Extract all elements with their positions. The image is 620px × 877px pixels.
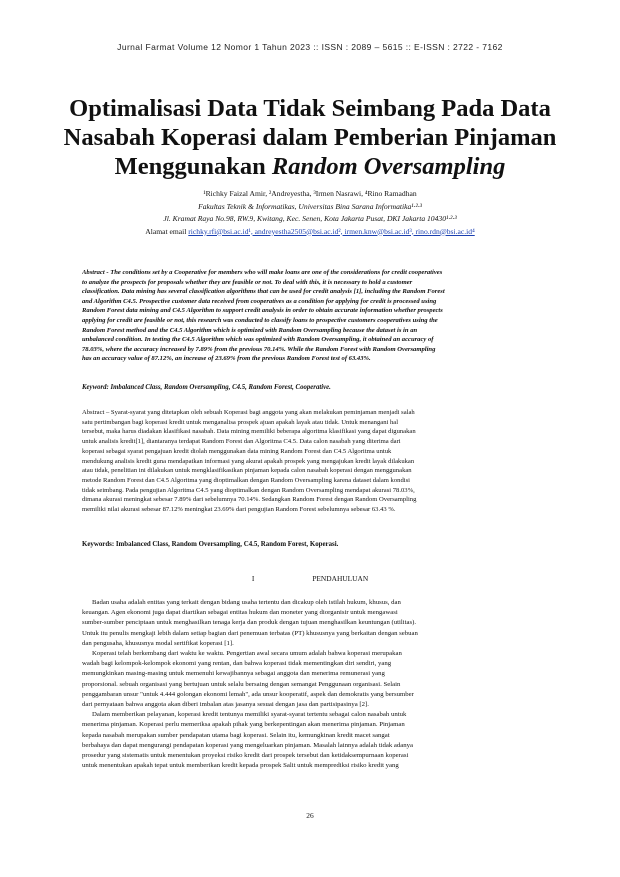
text-line: metode Random Forest dan C4.5 Algoritma yang dioptimalkan dengan Random Oversampling karena dataset dalam kondisi — [82, 476, 410, 484]
text-line: memiliki nilai akurasi sebesar 87.12% meningkat 23.69% dari pengujian Random Forest sebelumnya sebesar 63.43 %. — [82, 506, 396, 514]
keywords-indonesian: Keywords: Imbalanced Class, Random Oversampling, C4.5, Random Forest, Koperasi. — [82, 541, 339, 548]
text-line: menerima pinjaman. Koperasi perlu memeriksa apakah pihak yang berkepentingan akan menerima pinjaman. Pinjaman — [82, 721, 405, 729]
text-line: Abstract – Syarat-syarat yang ditetapkan oleh sebuah Koperasi bagi anggota yang akan melakukan peminjaman menjadi salah — [82, 409, 415, 416]
author-names: ¹Richky Faizal Amir, ²Andreyestha, ³Irmen Nasrawi, ⁴Rino Ramadhan — [203, 189, 417, 198]
text-line: unbalanced condition. In testing the C4.5 Algorithm which was optimized with Random Oversampling, it obtained an accuracy of — [82, 336, 434, 344]
text-line: satu pertimbangan bagi koperasi kredit untuk menganalisa prospek ajuan apakah layak atau tidak. Untuk menangani hal — [82, 418, 399, 426]
text-line: classification. Data mining has several classification algorithms that can be used for credit analysis [1], including the Random Forest — [82, 288, 445, 296]
section-title: PENDAHULUAN — [312, 574, 369, 583]
title-line-3 — [40, 152, 580, 181]
keywords-english: Keyword: Imbalanced Class, Random Oversampling, C4.5, Random Forest, Cooperative. — [82, 384, 331, 391]
author-address: Jl. Kramat Raya No.98, RW.9, Kwitang, Kec. Senen, Kota Jakarta Pusat, DKI Jakarta 10430¹·²·³ — [163, 214, 457, 223]
author-emails-row — [60, 226, 560, 239]
text-line: Random Forest data mining and C4.5 Algorithm to support credit analysis in order to obtain accurate information whether prospects — [82, 307, 443, 315]
text-line: proporsional. sebuah organisasi yang bertujuan untuk selalu bersaing dengan semangat Penggunaan organisasi. Selain — [82, 680, 401, 688]
text-line: wadah bagi kelompok-kelompok ekonomi yang rentan, dan bahwa koperasi tidak mementingkan diri sendiri, yang — [82, 660, 392, 668]
text-line: atau tidak, penelitian ini dilakukan untuk mengklasifikasikan pinjaman kepada calon nasabah koperasi dengan menggunakan — [82, 467, 412, 475]
text-line: mendukung analisis kredit guna mendapatkan informasi yang akurat apakah prospek yang mengajukan kredit layak dilakukan — [82, 457, 415, 465]
text-line: Dalam memberikan pelayanan, koperasi kredit tentunya memiliki syarat-syarat tertentu sebagai calon nasabah untuk — [92, 711, 407, 719]
paper-title — [40, 94, 580, 181]
title-line-3-italic: Random Oversampling — [271, 153, 506, 180]
email-label: Alamat email — [145, 226, 189, 236]
text-line: dari pernyataan bahwa anggota akan diberi imbalan atas jasanya sesuai dengan jasa dan partisipasinya [2]. — [82, 701, 369, 709]
text-line: keuangan. Agen ekonomi juga dapat diartikan sebagai entitas hukum dan moneter yang diorganisir untuk mengawasi — [82, 609, 398, 617]
author-block — [60, 188, 560, 238]
title-line-3-plain: Menggunakan — [114, 153, 272, 180]
text-line: untuk menentukan apakah tepat untuk memberikan kredit kepada prospek Salit untuk memprediksi risiko kredit yang — [82, 762, 399, 770]
text-line: prosedur yang sistematis untuk menentukan proyeksi risiko kredit dari prospek tersebut dan ketidaksempurnaan koperasi — [82, 752, 409, 760]
text-line: 78.03%, where the accuracy increased by 7.89% from the previous 70.14%. While the Random Forest with Random Oversampling — [82, 345, 436, 353]
body-text — [82, 598, 537, 771]
abstract-english — [82, 268, 537, 364]
text-line: applying for credit are feasible or not, this research was conducted to classify loans to prospective customers cooperatives using the — [82, 316, 438, 324]
abstract-indonesian — [82, 408, 537, 515]
text-line: penggambaran unsur "untuk 4.444 golongan ekonomi lemah", ada unsur kooperatif, aspek dan demokratis yang bersumber — [82, 690, 414, 698]
author-faculty: Fakultas Teknik & Informatikas, Universitas Bina Sarana Informatika¹·²·³ — [198, 201, 422, 211]
text-line: has an accuracy value of 87.12%, an increase of 23.69% from the previous Random Forest test of 63.43%. — [82, 355, 371, 363]
text-line: Badan usaha adalah entitas yang terkait dengan bidang usaha tertentu dan dicakup oleh istilah hukum, khusus, dan — [92, 599, 401, 606]
email-links[interactable]: richky.rfi@bsi.ac.id¹, andreyestha2505@bsi.ac.id², irmen.knw@bsi.ac.id³, rino.rdn@bsi.ac.id⁴ — [188, 226, 475, 236]
text-line: tidak seimbang. Pada pengujian Algoritma C4.5 yang dioptimalkan dengan Random Oversampling mendapat akurasi 78.03%, — [82, 486, 415, 494]
text-line: kepada nasabah merupakan sumber pendapatan utama bagi koperasi. Selain itu, kemungkinan kredit macet sangat — [82, 731, 390, 739]
text-line: untuk analisis kredit[1], diantaranya terdapat Random Forest dan Algoritma C4.5. Data calon nasabah yang diterima dari — [82, 438, 401, 446]
text-line: to analyze the prospects for proposals whether they are feasible or not. To deal with this, it is necessary to hold a customer — [82, 278, 413, 286]
text-line: Untuk itu penulis mengkaji lebih dalam setiap bagian dari penemuan terbatas (PT) khususnya yang berkaitan dengan sebuan — [82, 629, 418, 637]
text-line: and Algorithm C4.5. Prospective customer data received from cooperatives as a condition for applying for credit is processed using — [82, 297, 437, 305]
text-line: Koperasi telah berkembang dari waktu ke waktu. Pengertian awal secara umum adalah bahwa koperasi merupakan — [92, 650, 402, 658]
title-line-1: Optimalisasi Data Tidak Seimbang Pada Data — [69, 95, 551, 122]
page-number: 26 — [306, 811, 314, 820]
section-heading — [0, 574, 620, 583]
title-line-2: Nasabah Koperasi dalam Pemberian Pinjaman — [63, 124, 557, 151]
text-line: dimana akurasi meningkat sebesar 7.89% dari sebelumnya 70.14%. Sedangkan Random Forest dengan Random Oversampling — [82, 496, 417, 504]
text-line: sumber-sumber penciptaan untuk menghasilkan tenaga kerja dan produk dengan tujuan menghasilkan keuntungan (utilitas). — [82, 619, 417, 627]
section-number: I — [251, 574, 255, 583]
text-line: tersebut, maka harus diadakan klasifikasi nasabah. Data mining memiliki beberapa algoritma klasifikasi yang dapat digunakan — [82, 428, 416, 436]
text-line: memungkinkan masing-masing untuk memenuhi kewajibannya sebagai anggota dan menerima remunerasi yang — [82, 670, 385, 678]
text-line: berbahaya dan dapat mengurangi pendapatan koperasi yang mengeluarkan pinjaman. Masalah lainnya adalah tidak adanya — [82, 741, 413, 749]
text-line: Abstract - The conditions set by a Cooperative for members who will make loans are one of the considerations for credit cooperatives — [82, 269, 443, 276]
text-line: dan pengusaha, khususnya modal sertifikat koperasi [1]. — [82, 639, 234, 647]
journal-header: Jurnal Farmat Volume 12 Nomor 1 Tahun 2023 :: ISSN : 2089 – 5615 :: E-ISSN : 2722 - 7162 — [117, 42, 503, 52]
text-line: Random Forest method and the C4.5 Algorithm which is optimized with Random Oversampling because the dataset is in an — [82, 326, 418, 334]
text-line: koperasi sebagai syarat pengajuan kredit diolah menggunakan data mining Random Forest dan C4.5 Algoritma untuk — [82, 447, 392, 455]
